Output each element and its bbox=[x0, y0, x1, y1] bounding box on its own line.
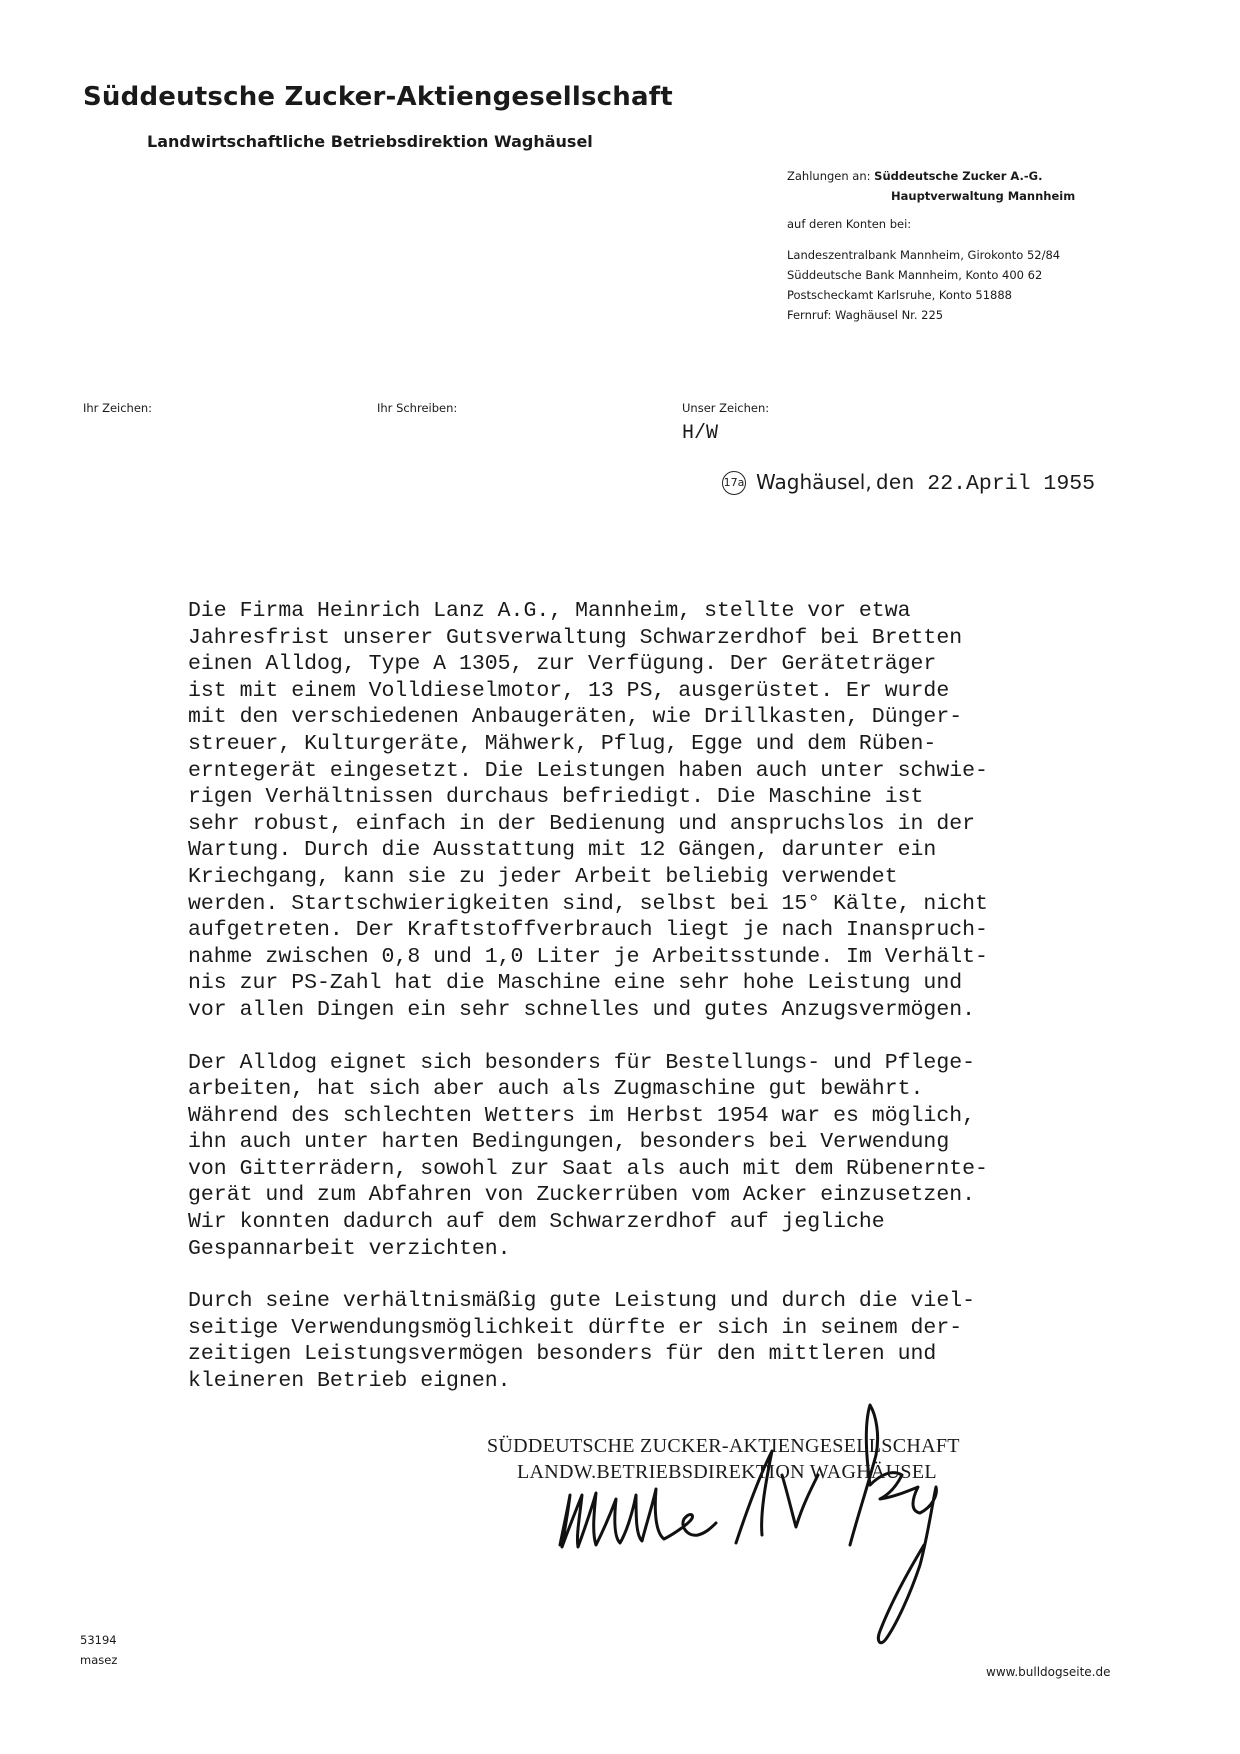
body-line: Wartung. Durch die Ausstattung mit 12 Gängen, darunter ein bbox=[188, 838, 937, 863]
date-text: den 22.April 1955 bbox=[875, 472, 1096, 496]
unser-zeichen-value: H/W bbox=[682, 422, 719, 445]
body-line: gerät und zum Abfahren von Zuckerrüben vom Acker einzusetzen. bbox=[188, 1183, 976, 1208]
body-paragraph bbox=[188, 1050, 1148, 1263]
body-line: ist mit einem Volldieselmotor, 13 PS, ausgerüstet. Er wurde bbox=[188, 678, 950, 703]
body-line: arbeiten, hat sich aber auch als Zugmaschine gut bewährt. bbox=[188, 1077, 924, 1102]
phone-number: Fernruf: Waghäusel Nr. 225 bbox=[787, 308, 944, 322]
body-line: kleineren Betrieb eignen. bbox=[188, 1369, 511, 1394]
body-line: Die Firma Heinrich Lanz A.G., Mannheim, stellte vor etwa bbox=[188, 599, 911, 623]
closing-line-1: SÜDDEUTSCHE ZUCKER-AKTIENGESELLSCHAFT bbox=[487, 1435, 960, 1457]
body-line: nahme zwischen 0,8 und 1,0 Liter je Arbeitsstunde. Im Verhält- bbox=[188, 944, 988, 969]
footnote-line-2: masez bbox=[80, 1653, 118, 1667]
body-line: Wir konnten dadurch auf dem Schwarzerdhof auf jegliche bbox=[188, 1210, 885, 1235]
body-line: vor allen Dingen ein sehr schnelles und gutes Anzugsvermögen. bbox=[188, 997, 976, 1022]
bank-account-3: Postscheckamt Karlsruhe, Konto 51888 bbox=[787, 288, 1013, 302]
body-line: Kriechgang, kann sie zu jeder Arbeit beliebig verwendet bbox=[188, 864, 898, 889]
body-line: werden. Startschwierigkeiten sind, selbst bei 15° Kälte, nicht bbox=[188, 891, 988, 916]
closing-line-2: LANDW.BETRIEBSDIREKTION WAGHÄUSEL bbox=[517, 1461, 937, 1483]
closing-block bbox=[487, 1433, 960, 1485]
payment-recipient-line2: Hauptverwaltung Mannheim bbox=[891, 189, 1076, 203]
body-line: nis zur PS-Zahl hat die Maschine eine sehr hohe Leistung und bbox=[188, 971, 963, 996]
body-line: Jahresfrist unserer Gutsverwaltung Schwarzerdhof bei Bretten bbox=[188, 625, 963, 650]
body-line: aufgetreten. Der Kraftstoffverbrauch liegt je nach Inanspruch- bbox=[188, 918, 988, 943]
footnote-line-1: 53194 bbox=[80, 1633, 117, 1647]
accounts-label: auf deren Konten bei: bbox=[787, 217, 912, 231]
body-line: erntegerät eingesetzt. Die Leistungen haben auch unter schwie- bbox=[188, 758, 988, 783]
date-place: Waghäusel, bbox=[756, 470, 872, 494]
body-line: mit den verschiedenen Anbaugeräten, wie Drillkasten, Dünger- bbox=[188, 705, 963, 730]
body-line: seitige Verwendungsmöglichkeit dürfte er sich in seinem der- bbox=[188, 1315, 963, 1340]
division-name: Landwirtschaftliche Betriebsdirektion Waghäusel bbox=[147, 132, 593, 151]
payment-recipient: Süddeutsche Zucker A.-G. bbox=[874, 169, 1043, 183]
body-line: streuer, Kulturgeräte, Mähwerk, Pflug, Egge und dem Rüben- bbox=[188, 731, 937, 756]
body-line: Gespannarbeit verzichten. bbox=[188, 1236, 511, 1261]
website-watermark: www.bulldogseite.de bbox=[986, 1665, 1111, 1679]
body-line: ihn auch unter harten Bedingungen, besonders bei Verwendung bbox=[188, 1130, 950, 1155]
body-paragraph bbox=[188, 598, 1148, 1024]
company-name: Süddeutsche Zucker-Aktiengesellschaft bbox=[83, 82, 673, 112]
date-line bbox=[722, 470, 1095, 496]
body-paragraph bbox=[188, 1288, 1148, 1394]
letter-body bbox=[188, 598, 1148, 1421]
body-line: rigen Verhältnissen durchaus befriedigt. Die Maschine ist bbox=[188, 785, 924, 810]
ihr-schreiben-label: Ihr Schreiben: bbox=[377, 401, 458, 415]
body-line: einen Alldog, Type A 1305, zur Verfügung. Der Geräteträger bbox=[188, 652, 937, 677]
body-line: Durch seine verhältnismäßig gute Leistung und durch die viel- bbox=[188, 1289, 976, 1314]
bank-account-2: Süddeutsche Bank Mannheim, Konto 400 62 bbox=[787, 268, 1043, 282]
bank-account-1: Landeszentralbank Mannheim, Girokonto 52/84 bbox=[787, 248, 1061, 262]
payment-info bbox=[787, 166, 1075, 325]
body-line: sehr robust, einfach in der Bedienung und anspruchslos in der bbox=[188, 811, 976, 836]
payment-label: Zahlungen an: bbox=[787, 169, 871, 183]
body-line: Der Alldog eignet sich besonders für Bestellungs- und Pflege- bbox=[188, 1050, 976, 1075]
ihr-zeichen-label: Ihr Zeichen: bbox=[83, 401, 153, 415]
body-line: zeitigen Leistungsvermögen besonders für den mittleren und bbox=[188, 1342, 937, 1367]
circled-number: 17a bbox=[722, 471, 746, 495]
body-line: von Gitterrädern, sowohl zur Saat als auch mit dem Rübenernte- bbox=[188, 1156, 988, 1181]
unser-zeichen-label: Unser Zeichen: bbox=[682, 401, 770, 415]
body-line: Während des schlechten Wetters im Herbst 1954 war es möglich, bbox=[188, 1103, 976, 1128]
footnote bbox=[80, 1630, 117, 1670]
